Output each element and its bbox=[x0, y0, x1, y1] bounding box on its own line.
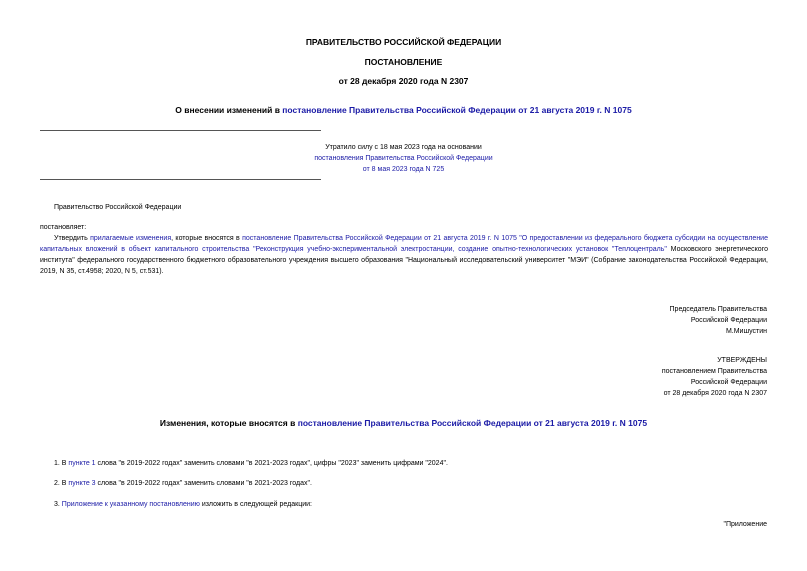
appendix-label: "Приложение bbox=[723, 521, 767, 528]
item-1 bbox=[54, 458, 448, 469]
changes-title-link[interactable]: постановление Правительства Российской Федерации от 21 августа 2019 г. N 1075 bbox=[297, 418, 648, 428]
item-3 bbox=[54, 499, 312, 510]
changes-title-prefix: Изменения, которые вносятся в bbox=[159, 418, 298, 428]
decree-1075-link[interactable]: постановление Правительства Российской Федерации от 21 августа 2019 г. N 1075 "О предоставлении из федерального бюджета субсидии на осуществление капитальных вложений в объект капитального строительства "Реконструкция учебно-экспериментальной электростанции, создание опытно-технологических установок "Теплоцентраль" bbox=[40, 235, 768, 253]
approved-block bbox=[662, 355, 767, 399]
item-2 bbox=[54, 478, 312, 489]
signature-block bbox=[670, 304, 767, 337]
item-1-link[interactable]: пункте 1 bbox=[68, 460, 96, 467]
item-3-text: изложить в следующей редакции: bbox=[199, 501, 312, 508]
changes-title bbox=[0, 418, 807, 428]
item-1-text: слова "в 2019-2022 годах" заменить словами "в 2021-2023 годах", цифры "2023" заменить цифрами "2024". bbox=[95, 460, 448, 467]
item-3-link[interactable]: Приложение к указанному постановлению bbox=[61, 501, 200, 508]
approved-org: Российской Федерации bbox=[690, 379, 767, 386]
main-paragraph bbox=[40, 233, 768, 277]
title-link[interactable]: постановление Правительства Российской Федерации от 21 августа 2019 г. N 1075 bbox=[282, 105, 632, 115]
title-prefix: О внесении изменений в bbox=[175, 105, 283, 115]
divider-bottom bbox=[40, 179, 321, 180]
approved-date: от 28 декабря 2020 года N 2307 bbox=[663, 390, 767, 397]
item-1-prefix: 1. В bbox=[54, 460, 69, 467]
item-3-prefix: 3. bbox=[54, 501, 62, 508]
approved-changes-link[interactable]: прилагаемые изменения bbox=[90, 235, 172, 242]
government-heading: ПРАВИТЕЛЬСТВО РОССИЙСКОЙ ФЕДЕРАЦИИ bbox=[305, 37, 502, 47]
government-subject: Правительство Российской Федерации bbox=[54, 204, 182, 211]
p1-part-c: Московского энергетического института" федерального государственного бюджетного образовательного учреждения высшего образования "Национальный исследовательский университет "МЭИ" (Собрание законодательства Российской Федерации, 2019, N 35, ст.4958; 2020, N 5, ст.531). bbox=[40, 246, 768, 275]
item-2-text: слова "в 2019-2022 годах" заменить словами "в 2021-2023 годах". bbox=[95, 480, 312, 487]
lost-force-link-2[interactable]: от 8 мая 2023 года N 725 bbox=[362, 166, 445, 173]
p1-part-b: , которые вносятся в bbox=[171, 235, 243, 242]
item-2-prefix: 2. В bbox=[54, 480, 69, 487]
decrees-word: постановляет: bbox=[40, 224, 87, 231]
document-type: ПОСТАНОВЛЕНИЕ bbox=[364, 57, 443, 67]
approved-by: постановлением Правительства bbox=[661, 368, 767, 375]
document-title bbox=[0, 105, 807, 115]
lost-force-link-1[interactable]: постановления Правительства Российской Федерации bbox=[314, 155, 493, 162]
divider-top bbox=[40, 130, 321, 131]
lost-force-line: Утратило силу с 18 мая 2023 года на основании bbox=[325, 144, 482, 151]
approved-heading: УТВЕРЖДЕНЫ bbox=[717, 357, 767, 364]
document-date-number: от 28 декабря 2020 года N 2307 bbox=[338, 76, 469, 86]
signature-position: Председатель Правительства bbox=[669, 306, 767, 313]
signature-name: М.Мишустин bbox=[725, 328, 767, 335]
p1-part-a: Утвердить bbox=[54, 235, 91, 242]
signature-org: Российской Федерации bbox=[690, 317, 767, 324]
item-2-link[interactable]: пункте 3 bbox=[68, 480, 96, 487]
